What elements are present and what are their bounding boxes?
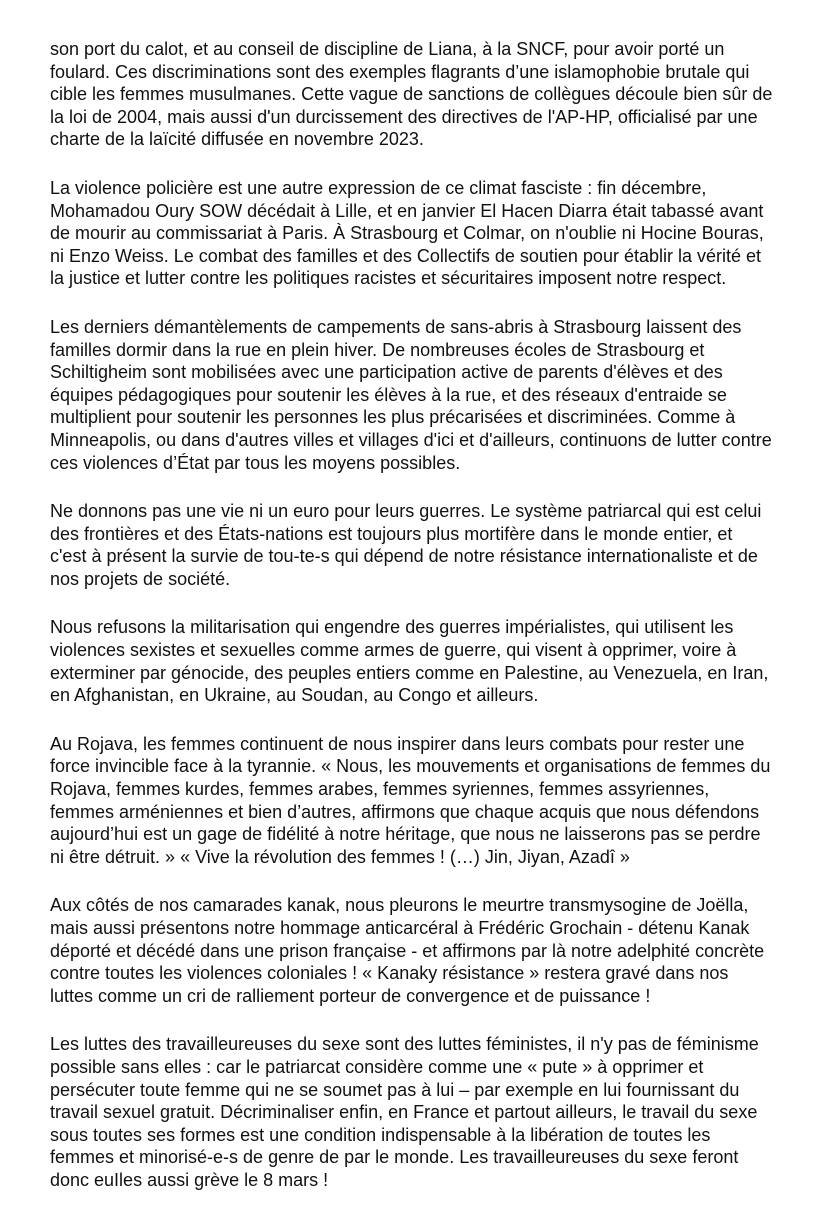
- text-line: déporté et décédé dans une prison française - et affirmons par là notre adelphité concrète: [50, 940, 765, 961]
- paragraph-kanak: [50, 894, 836, 1007]
- text-line: contre toutes les violences coloniales ! « Kanaky résistance » restera gravé dans nos: [50, 963, 729, 984]
- text-line: son port du calot, et au conseil de discipline de Liana, à la SNCF, pour avoir porté un: [50, 39, 725, 59]
- text-line: Schiltigheim sont mobilisées avec une participation active de parents d'élèves et des: [50, 362, 723, 383]
- text-line: Au Rojava, les femmes continuent de nous inspirer dans leurs combats pour rester une: [50, 733, 745, 754]
- paragraph-homeless-camps: [50, 316, 836, 474]
- text-line: de mourir au commissariat à Paris. À Strasbourg et Colmar, on n'oublie ni Hocine Bouras,: [50, 223, 764, 244]
- paragraph-workplace-discrimination: [50, 38, 836, 151]
- text-line: Nous refusons la militarisation qui engendre des guerres impérialistes, qui utilisent les: [50, 617, 734, 638]
- text-line: persécuter toute femme qui ne se soumet pas à lui – par exemple en lui fournissant du: [50, 1079, 740, 1100]
- text-line: violences sexistes et sexuelles comme armes de guerre, qui visent à opprimer, voire à: [50, 640, 737, 661]
- text-line: La violence policière est une autre expression de ce climat fasciste : fin décembre,: [50, 177, 707, 198]
- text-line: équipes pédagogiques pour soutenir les élèves à la rue, et des réseaux d'entraide se: [50, 384, 727, 405]
- text-line: mais aussi présentons notre hommage anticarcéral à Frédéric Grochain - détenu Kanak: [50, 918, 750, 938]
- paragraph-sex-workers: [50, 1033, 836, 1191]
- text-line: charte de la laïcité diffusée en novembre 2023.: [50, 129, 424, 150]
- text-line: exterminer par génocide, des peuples entiers comme en Palestine, au Venezuela, en Iran,: [50, 662, 769, 683]
- text-line: force invincible face à la tyrannie. « Nous, les mouvements et organisations de femmes du: [50, 756, 771, 777]
- text-line: luttes comme un cri de ralliement porteur de convergence et de puissance !: [50, 985, 651, 1006]
- text-line: nos projets de société.: [50, 568, 231, 589]
- text-line: cible les femmes musulmanes. Cette vague de sanctions de collègues découle bien sûr de: [50, 84, 773, 105]
- text-line: sous toutes ses formes est une condition indispensable à la libération de toutes les: [50, 1124, 711, 1145]
- text-line: Minneapolis, ou dans d'autres villes et villages d'ici et d'ailleurs, continuons de lutter contre: [50, 429, 772, 450]
- text-line: multiplient pour soutenir les personnes les plus précarisées et discriminées. Comme à: [50, 407, 736, 428]
- text-line: des frontières et des États-nations est toujours plus mortifère dans le monde entier, et: [50, 523, 733, 544]
- paragraph-militarisation: [50, 616, 836, 706]
- text-line: Rojava, femmes kurdes, femmes arabes, femmes syriennes, femmes assyriennes,: [50, 779, 710, 800]
- text-line: foulard. Ces discriminations sont des exemples flagrants d’une islamophobie brutale qui: [50, 61, 750, 82]
- text-line: ni Enzo Weiss. Le combat des familles et des Collectifs de soutien pour établir la vérité et: [50, 245, 762, 266]
- paragraph-wars: [50, 500, 836, 590]
- text-line: familles dormir dans la rue en plein hiver. De nombreuses écoles de Strasbourg et: [50, 339, 705, 360]
- text-line: Les luttes des travailleureuses du sexe sont des luttes féministes, il n'y pas de féminisme: [50, 1034, 759, 1055]
- text-line: femmes et minorisé-e-s de genre de par le monde. Les travailleureuses du sexe feront: [50, 1147, 739, 1168]
- text-line: donc euIles aussi grève le 8 mars !: [50, 1169, 329, 1190]
- text-line: en Afghanistan, en Ukraine, au Soudan, au Congo et ailleurs.: [50, 685, 539, 706]
- text-line: Ne donnons pas une vie ni un euro pour leurs guerres. Le système patriarcal qui est celui: [50, 501, 762, 522]
- text-line: aujourd’hui est un gage de fidélité à notre héritage, que nous ne laisserons pas se perdre: [50, 824, 761, 845]
- text-line: Mohamadou Oury SOW décédait à Lille, et en janvier El Hacen Diarra était tabassé avant: [50, 200, 764, 221]
- paragraph-rojava: [50, 733, 836, 869]
- text-line: c'est à présent la survie de tou-te-s qui dépend de notre résistance internationaliste et de: [50, 546, 758, 567]
- text-line: ni être détruit. » « Vive la révolution des femmes ! (…) Jin, Jiyan, Azadî »: [50, 846, 630, 867]
- document-page: [50, 38, 836, 1218]
- text-line: la loi de 2004, mais aussi d'un durcissement des directives de l'AP-HP, officialisé par une: [50, 106, 758, 127]
- text-line: ces violences d’État par tous les moyens possibles.: [50, 452, 461, 473]
- text-line: la justice et lutter contre les politiques racistes et sécuritaires imposent notre respect.: [50, 268, 727, 289]
- text-line: femmes arméniennes et bien d’autres, affirmons que chaque acquis que nous défendons: [50, 801, 760, 822]
- text-line: possible sans elles : car le patriarcat considère comme une « pute » à opprimer et: [50, 1056, 704, 1077]
- text-line: Aux côtés de nos camarades kanak, nous pleurons le meurtre transmysogine de Joëlla,: [50, 895, 749, 916]
- paragraph-police-violence: [50, 177, 836, 290]
- text-line: Les derniers démantèlements de campements de sans-abris à Strasbourg laissent des: [50, 316, 742, 337]
- text-line: travail sexuel gratuit. Décriminaliser enfin, en France et partout ailleurs, le travail du sexe: [50, 1102, 758, 1123]
